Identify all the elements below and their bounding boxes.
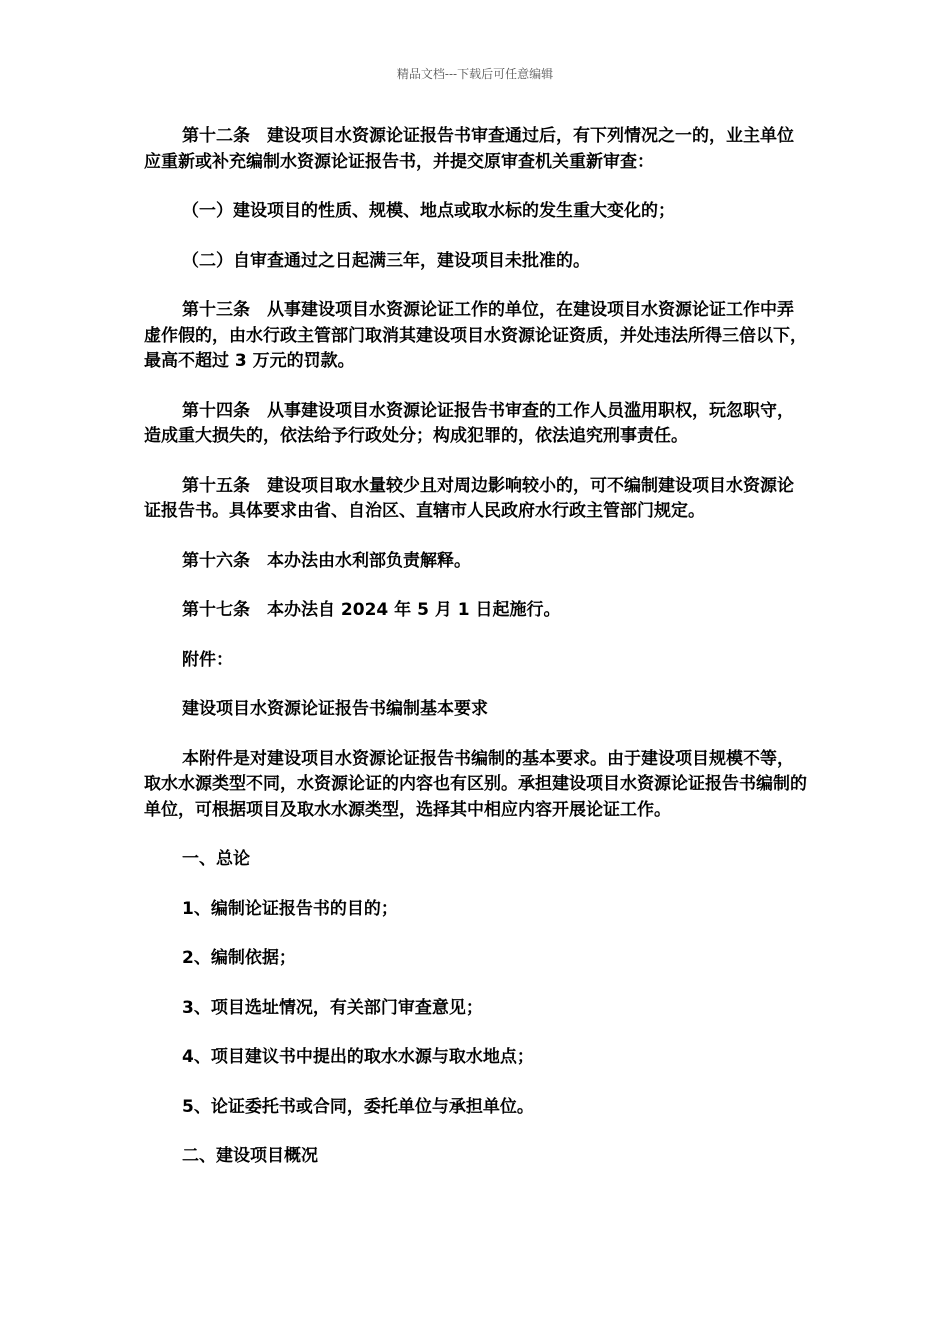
article-12-item-2: （二）自审查通过之日起满三年，建设项目未批准的。 (182, 250, 590, 271)
article-15-paragraph: 第十五条 建设项目取水量较少且对周边影响较小的，可不编制建设项目水资源论证报告书。具体要求由省、自治区、直辖市人民政府水行政主管部门规定。 (144, 475, 794, 521)
section-heading-general: 一、总论 (182, 849, 250, 869)
article-17-paragraph: 第十七条 本办法自 2024 年 5 月 1 日起施行。 (182, 600, 561, 620)
article-13-paragraph: 第十三条 从事建设项目水资源论证工作的单位，在建设项目水资源论证工作中弄虚作假的，由水行政主管部门取消其建设项目水资源论证资质，并处违法所得三倍以下，最高不超过 3 万元的罚款。 (144, 300, 807, 371)
attachment-intro-paragraph: 本附件是对建设项目水资源论证报告书编制的基本要求。由于建设项目规模不等，取水水源类型不同，水资源论证的内容也有区别。承担建设项目水资源论证报告书编制的单位，可根据项目及取水水源类型，选择其中相应内容开展论证工作。 (144, 748, 807, 820)
list-item: 3、项目选址情况，有关部门审查意见； (182, 997, 483, 1018)
list-item: 1、编制论证报告书的目的； (182, 898, 398, 919)
article-14-paragraph: 第十四条 从事建设项目水资源论证报告书审查的工作人员滥用职权，玩忽职守，造成重大损失的，依法给予行政处分；构成犯罪的，依法追究刑事责任。 (144, 400, 794, 446)
page-header-watermark: 精品文档---下载后可任意编辑 (396, 67, 554, 81)
attachment-title: 建设项目水资源论证报告书编制基本要求 (182, 699, 488, 719)
attachment-label: 附件： (182, 649, 233, 670)
article-12-item-1: （一）建设项目的性质、规模、地点或取水标的发生重大变化的； (182, 201, 675, 221)
list-item: 4、项目建议书中提出的取水水源与取水地点； (182, 1047, 534, 1067)
article-12-paragraph: 第十二条 建设项目水资源论证报告书审查通过后，有下列情况之一的，业主单位应重新或补充编制水资源论证报告书，并提交原审查机关重新审查： (144, 126, 794, 172)
list-item: 2、编制依据； (182, 948, 296, 968)
list-item: 5、论证委托书或合同，委托单位与承担单位。 (182, 1096, 534, 1117)
document-body (144, 124, 809, 1194)
article-16-paragraph: 第十六条 本办法由水利部负责解释。 (182, 550, 471, 571)
section-heading-project-overview: 二、建设项目概况 (182, 1146, 318, 1166)
